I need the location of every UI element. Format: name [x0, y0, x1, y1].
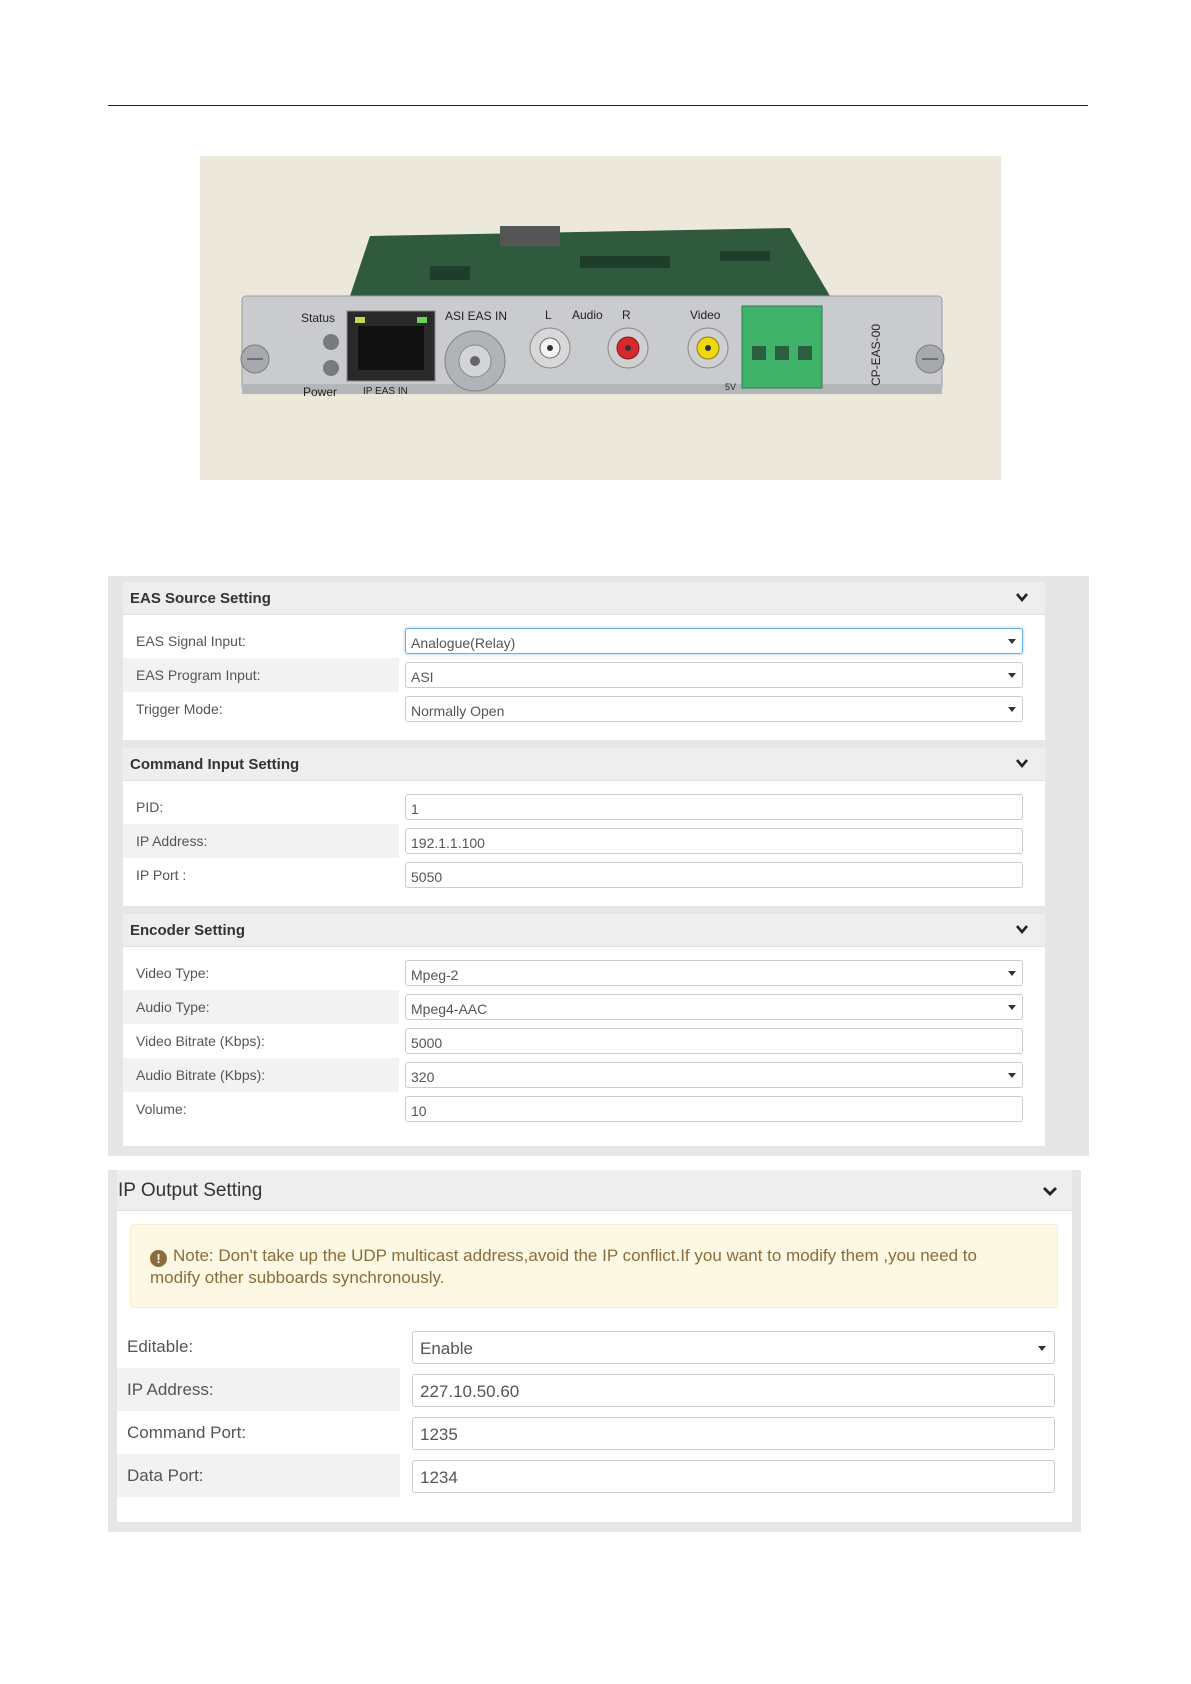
command-input-section: [123, 748, 1045, 906]
exclamation-circle-icon: !: [150, 1250, 167, 1267]
field-label: EAS Signal Input:: [136, 633, 246, 649]
field-label: EAS Program Input:: [123, 658, 399, 692]
data-port-input[interactable]: 1234: [412, 1460, 1055, 1493]
encoder-header[interactable]: [123, 914, 1045, 947]
video-type-select[interactable]: Mpeg-2: [405, 960, 1023, 986]
ip-port-input[interactable]: 5050: [405, 862, 1023, 888]
caret-down-icon: [1008, 639, 1016, 644]
field-label: IP Address:: [117, 1368, 400, 1411]
field-label: Video Bitrate (Kbps):: [136, 1033, 265, 1049]
field-label: Data Port:: [117, 1454, 400, 1497]
trigger-mode-row: [123, 692, 1045, 726]
caret-down-icon: [1008, 1005, 1016, 1010]
field-label: Volume:: [136, 1101, 187, 1117]
section-title: EAS Source Setting: [130, 590, 271, 607]
asi-eas-in-label: ASI EAS IN: [445, 309, 508, 323]
section-title: IP Output Setting: [118, 1180, 263, 1201]
volume-row: [123, 1092, 1045, 1126]
video-label: Video: [690, 308, 721, 322]
encoder-section: [123, 914, 1045, 1146]
ip-address-input[interactable]: 192.1.1.100: [405, 828, 1023, 854]
ip-output-address-row: [117, 1368, 1072, 1411]
note-text-line1: Note: Don't take up the UDP multicast address,avoid the IP conflict.If you want to modify them ,you need to: [173, 1246, 977, 1265]
power-label: Power: [303, 385, 338, 399]
volume-input[interactable]: 10: [405, 1096, 1023, 1122]
ip-output-header[interactable]: [117, 1170, 1072, 1211]
caret-down-icon: [1008, 707, 1016, 712]
editable-select[interactable]: Enable: [412, 1331, 1055, 1364]
field-label: Audio Bitrate (Kbps):: [123, 1058, 399, 1092]
audio-bitrate-row: [123, 1058, 1045, 1092]
field-label: Trigger Mode:: [136, 701, 223, 717]
chevron-down-icon[interactable]: [1015, 922, 1029, 936]
hardware-board-image: [200, 156, 1001, 480]
video-bitrate-row: [123, 1024, 1045, 1058]
power-led: [323, 360, 339, 376]
editable-row: [117, 1325, 1072, 1368]
pcb-chip: [500, 226, 560, 246]
data-port-row: [117, 1454, 1072, 1497]
model-label: CP-EAS-00: [869, 323, 883, 386]
note-alert: [130, 1224, 1058, 1308]
caret-down-icon: [1008, 1073, 1016, 1078]
video-bitrate-input[interactable]: 5000: [405, 1028, 1023, 1054]
caret-down-icon: [1008, 971, 1016, 976]
note-text-line2: modify other subboards synchronously.: [150, 1268, 445, 1287]
command-input-header[interactable]: [123, 748, 1045, 781]
audio-r-label: R: [622, 308, 631, 322]
field-label: PID:: [136, 799, 164, 815]
command-port-input[interactable]: 1235: [412, 1417, 1055, 1450]
field-label: IP Port :: [136, 867, 187, 883]
field-label: Audio Type:: [123, 990, 399, 1024]
field-label: Command Port:: [127, 1423, 247, 1442]
eas-signal-input-select[interactable]: Analogue(Relay): [405, 628, 1023, 654]
eas-program-input-row: [123, 658, 1045, 692]
video-type-row: [123, 956, 1045, 990]
pid-row: [123, 790, 1045, 824]
field-label: Video Type:: [136, 965, 210, 981]
audio-label: Audio: [572, 308, 603, 322]
ip-output-address-input[interactable]: 227.10.50.60: [412, 1374, 1055, 1407]
settings-panels: [108, 576, 1089, 1156]
field-label: Editable:: [127, 1337, 194, 1356]
audio-type-row: [123, 990, 1045, 1024]
eas-source-header[interactable]: [123, 582, 1045, 615]
section-title: Command Input Setting: [130, 756, 300, 773]
audio-bitrate-select[interactable]: 320: [405, 1062, 1023, 1088]
eas-program-input-select[interactable]: ASI: [405, 662, 1023, 688]
ip-address-row: [123, 824, 1045, 858]
field-label: IP Address:: [123, 824, 399, 858]
caret-down-icon: [1038, 1346, 1046, 1351]
ip-output-section: [117, 1170, 1072, 1522]
chevron-down-icon[interactable]: [1015, 756, 1029, 770]
section-title: Encoder Setting: [130, 922, 246, 939]
ip-eas-in-label: IP EAS IN: [363, 386, 408, 397]
chevron-down-icon[interactable]: [1042, 1183, 1058, 1199]
ip-port-row: [123, 858, 1045, 892]
status-led: [323, 334, 339, 350]
audio-l-label: L: [545, 308, 552, 322]
ip-output-panel: [108, 1170, 1081, 1532]
status-label: Status: [301, 311, 336, 325]
audio-type-select[interactable]: Mpeg4-AAC: [405, 994, 1023, 1020]
command-port-row: [117, 1411, 1072, 1454]
header-rule: [108, 105, 1088, 106]
eas-source-section: [123, 582, 1045, 740]
chevron-down-icon[interactable]: [1015, 590, 1029, 604]
eas-signal-input-row: [123, 624, 1045, 658]
five-volt-label: 5V: [725, 382, 737, 392]
pid-input[interactable]: 1: [405, 794, 1023, 820]
caret-down-icon: [1008, 673, 1016, 678]
trigger-mode-select[interactable]: Normally Open: [405, 696, 1023, 722]
